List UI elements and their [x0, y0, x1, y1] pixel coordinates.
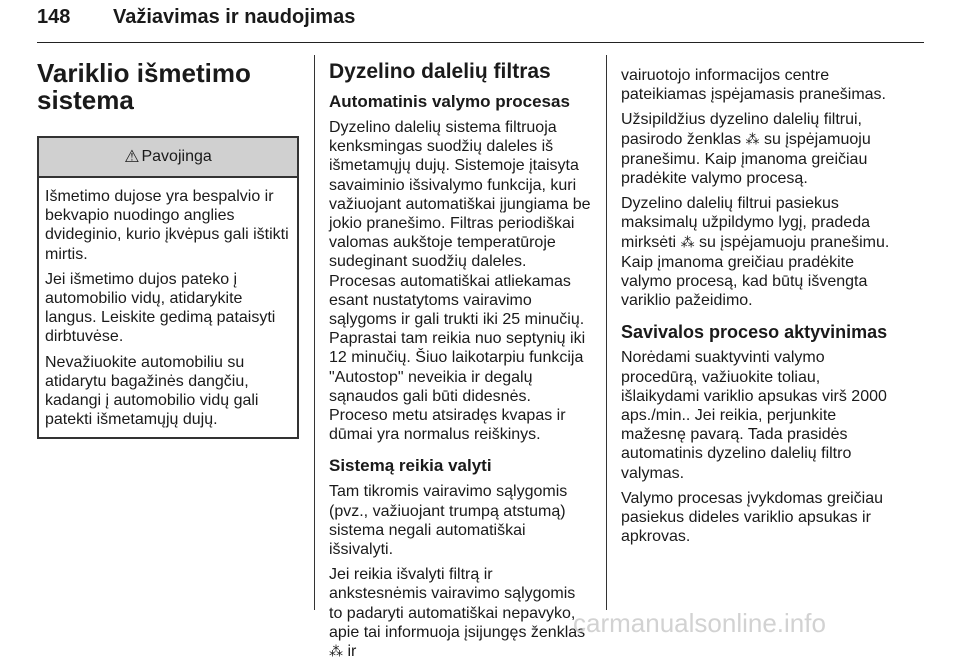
column-2: [329, 60, 591, 668]
danger-box-body: [39, 178, 297, 437]
paragraph-text: su įspėjamuoju pranešimu. Kaip įmanoma greičiau pradėkite valymo procesą.: [621, 130, 871, 188]
body-paragraph: [329, 565, 591, 662]
body-paragraph: [621, 110, 891, 188]
column-divider: [606, 55, 607, 610]
body-paragraph: vairuotojo informacijos centre pateikiamas įspėjamasis pranešimas.: [621, 67, 886, 104]
page-header: [37, 4, 924, 46]
body-paragraph: Tam tikromis vairavimo sąlygomis (pvz., važiuojant trumpą atstumą) sistema negali automatiškai išsivalyti.: [329, 483, 568, 559]
danger-box: [37, 136, 299, 439]
body-paragraph: Valymo procesas įvykdomas greičiau pasiekus dideles variklio apsukas ir apkrovas.: [621, 489, 884, 546]
body-paragraph: [621, 194, 891, 310]
danger-paragraph: Nevažiuokite automobiliu su atidarytu bagažinės dangčiu, kadangi į automobilio vidų gali patekti išmetamųjų dujų.: [45, 353, 259, 429]
section-heading-exhaust: Variklio išmetimo sistema: [37, 58, 251, 115]
paragraph-text: su įspėjamuoju pranešimu. Kaip įmanoma greičiau pradėkite valymo procesą, kad būtų išvengta variklio pažeidimo.: [621, 233, 890, 310]
chapter-title: Važiavimas ir naudojimas: [113, 6, 356, 28]
paragraph-text: Jei reikia išvalyti filtrą ir ankstesnėmis vairavimo sąlygomis to padaryti automatiškai nepavyko, apie tai informuoja įsijungęs ženklas: [329, 566, 586, 641]
watermark: carmanualsonline.info: [573, 608, 826, 638]
diesel-particulate-filter-icon: ⁂: [329, 644, 343, 661]
paragraph-text: Dyzelino dalelių filtrui pasiekus maksimalų užpildymo lygį, pradeda mirksėti: [621, 195, 870, 251]
warning-triangle-icon: ⚠: [124, 147, 140, 167]
header-divider: [37, 42, 924, 43]
subheading-cleaning-required: Sistemą reikia valyti: [329, 456, 492, 476]
column-1: [37, 60, 299, 439]
column-divider: [314, 55, 315, 610]
subheading-automatic-cleaning: Automatinis valymo procesas: [329, 92, 570, 111]
subheading-self-cleaning-activation: Savivalos proceso aktyvinimas: [621, 322, 888, 343]
paragraph-text: ir: [347, 643, 357, 661]
diesel-particulate-filter-icon: ⁂: [745, 131, 760, 148]
diesel-particulate-filter-icon: ⁂: [680, 234, 695, 251]
body-paragraph: Dyzelino dalelių sistema filtruoja kenksmingas suodžių daleles iš išmetamųjų dujų. Sistemoje įtaisyta savaiminio išsivalymo funkcija, kuri važiuojant automatiškai įjungiama be jokio pranešimo. Filtras periodiškai valomas aukštoje temperatūroje sudeginant suodžių daleles. Procesas automatiškai atliekamas esant nustatytoms vairavimo sąlygoms ir gali trukti iki 25 minučių. Paprastai tam reikia nuo septynių iki 12 minučių. Šiuo laikotarpiu funkcija "Autostop" neveikia ir degalų sąnaudos gali būti didesnės. Proceso metu atsiradęs kvapas ir dūmai yra normalus reiškinys.: [329, 119, 591, 444]
danger-paragraph: Išmetimo dujose yra bespalvio ir bekvapio nuodingo anglies dvideginio, kurio įkvėpus gali ištikti mirtis.: [45, 188, 289, 263]
body-paragraph: Norėdami suaktyvinti valymo procedūrą, važiuokite toliau, išlaikydami variklio apsukas virš 2000 aps./min.. Jei reikia, perjunkite mažesnę pavarą. Tada prasidės automatinis dyzelino dalelių filtro valymas.: [621, 349, 887, 482]
section-heading-dpf: Dyzelino dalelių filtras: [329, 60, 551, 83]
danger-box-header: [39, 138, 297, 178]
page-number: 148: [37, 6, 71, 28]
paragraph-text: Užsipildžius dyzelino dalelių filtrui, pasirodo ženklas: [621, 111, 862, 148]
column-3: [621, 66, 891, 552]
danger-paragraph: Jei išmetimo dujos pateko į automobilio vidų, atidarykite langus. Leiskite gedimą pataisyti dirbtuvėse.: [45, 270, 276, 346]
danger-label: Pavojinga: [141, 148, 212, 166]
